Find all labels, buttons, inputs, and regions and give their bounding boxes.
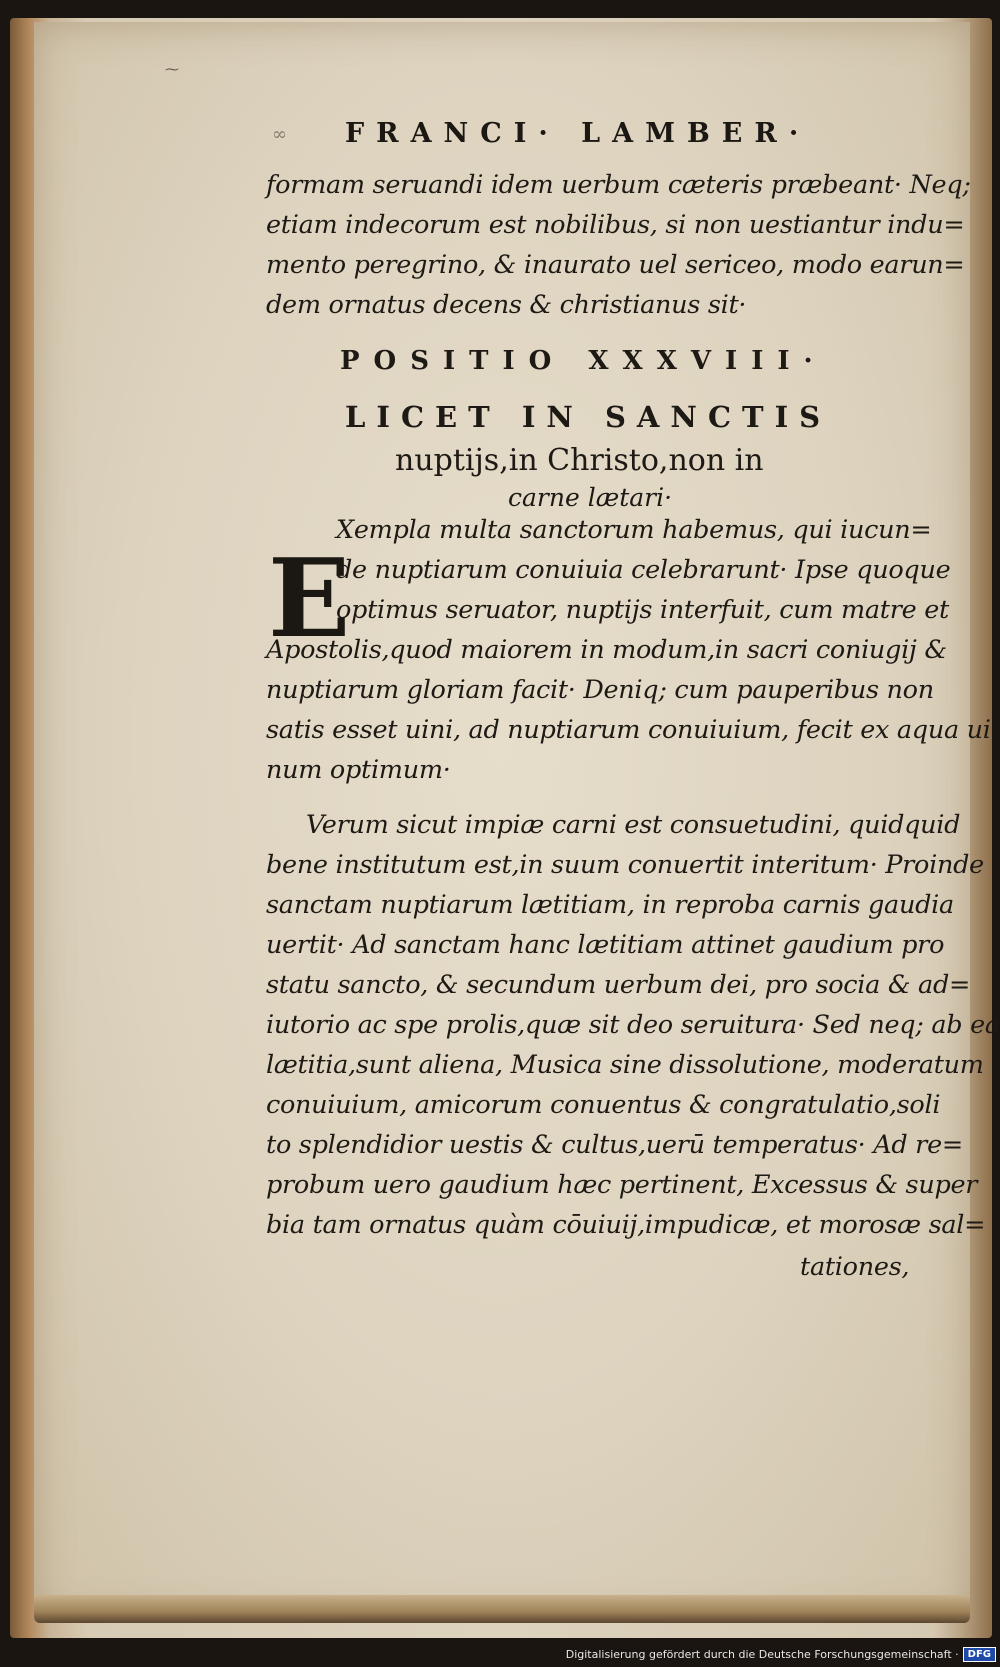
text-line: de nuptiarum conuiuia celebrarunt· Ipse quoque bbox=[336, 555, 951, 585]
text-line: statu sancto, & secundum uerbum dei, pro socia & ad= bbox=[266, 970, 971, 1000]
text-line: optimus seruator, nuptijs interfuit, cum matre et bbox=[336, 595, 949, 625]
ink-mark-icon: ⁓ bbox=[165, 62, 179, 78]
text-line: num optimum· bbox=[266, 755, 451, 785]
text-line: lætitia,sunt aliena, Musica sine dissolutione, moderatum bbox=[266, 1050, 984, 1080]
credit-text: Digitalisierung gefördert durch die Deutsche Forschungsgemeinschaft · bbox=[565, 1647, 959, 1661]
heading-line: nuptijs,in Christo,non in bbox=[395, 443, 764, 478]
text-line: Verum sicut impiæ carni est consuetudini, quidquid bbox=[306, 810, 961, 840]
ornament-icon: ∞ bbox=[272, 124, 287, 145]
text-line: etiam indecorum est nobilibus, si non uestiantur indu= bbox=[266, 210, 965, 240]
heading-line: LICET IN SANCTIS bbox=[345, 400, 832, 434]
text-line: iutorio ac spe prolis,quæ sit deo seruitura· Sed neq; ab ea bbox=[266, 1010, 1000, 1040]
text-line: mento peregrino, & inaurato uel sericeo, modo earun= bbox=[266, 250, 965, 280]
section-number: POSITIO XXXVIII· bbox=[340, 346, 827, 376]
text-line: satis esset uini, ad nuptiarum conuiuium, fecit ex aqua ui bbox=[266, 715, 991, 745]
text-line: bene institutum est,in suum conuertit interitum· Proinde bbox=[266, 850, 984, 880]
text-line: to splendidior uestis & cultus,uerū temperatus· Ad re= bbox=[266, 1130, 963, 1160]
digitization-credit bbox=[566, 1645, 996, 1663]
text-line: Apostolis,quod maiorem in modum,in sacri coniugij & bbox=[266, 635, 947, 665]
text-line: sanctam nuptiarum lætitiam, in reproba carnis gaudia bbox=[266, 890, 954, 920]
text-line: formam seruandi idem uerbum cæteris præbeant· Neq; bbox=[266, 170, 971, 200]
heading-line: carne lætari· bbox=[508, 483, 673, 512]
text-line: dem ornatus decens & christianus sit· bbox=[266, 290, 747, 320]
page-bottom-edge bbox=[34, 1595, 970, 1623]
drop-cap: E bbox=[268, 536, 351, 662]
text-line: nuptiarum gloriam facit· Deniq; cum pauperibus non bbox=[266, 675, 934, 705]
running-head: FRANCI· LAMBER· bbox=[345, 118, 811, 149]
catchword: tationes, bbox=[800, 1252, 910, 1282]
text-line: uertit· Ad sanctam hanc lætitiam attinet gaudium pro bbox=[266, 930, 945, 960]
dfg-logo-icon: DFG bbox=[963, 1647, 996, 1662]
text-line: probum uero gaudium hæc pertinent, Excessus & super bbox=[266, 1170, 978, 1200]
text-line: bia tam ornatus quàm cōuiuij,impudicæ, et morosæ sal= bbox=[266, 1210, 986, 1240]
text-line: conuiuium, amicorum conuentus & congratulatio,soli bbox=[266, 1090, 941, 1120]
text-line: Xempla multa sanctorum habemus, qui iucun= bbox=[336, 515, 932, 545]
